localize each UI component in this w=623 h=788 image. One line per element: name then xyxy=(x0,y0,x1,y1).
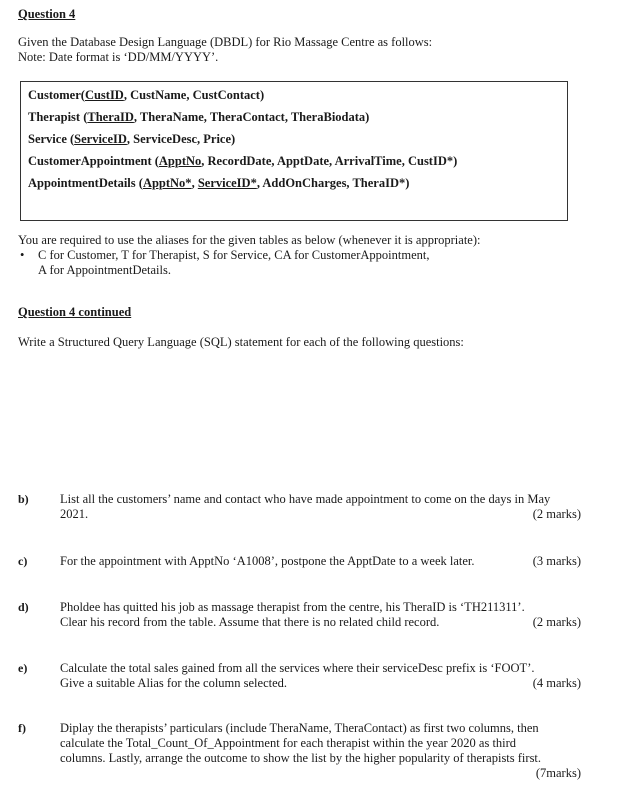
question-label-f: f) xyxy=(18,721,26,735)
schema-service: Service (ServiceID, ServiceDesc, Price) xyxy=(28,132,236,146)
intro-text xyxy=(18,35,432,65)
question-c: For the appointment with ApptNo ‘A1008’, postpone the ApptDate to a week later. (3 marks) xyxy=(60,554,581,568)
primary-key: ApptNo xyxy=(158,154,202,168)
question-title: Question 4 xyxy=(18,7,76,21)
question-label-d: d) xyxy=(18,600,29,614)
question-d: Pholdee has quitted his job as massage therapist from the centre, his TheraID is ‘TH211311’. Clear his record from the table. Assume that there is no related child record. (2 marks) xyxy=(60,600,581,629)
question-label-c: c) xyxy=(18,554,28,568)
question-e: Calculate the total sales gained from all the services where their serviceDesc prefix is ‘FOOT’. Give a suitable Alias for the column selected. (4 marks) xyxy=(60,661,581,690)
intro-line-1: Given the Database Design Language (DBDL) for Rio Massage Centre as follows: xyxy=(18,35,433,49)
continued-instruction: Write a Structured Query Language (SQL) statement for each of the following questions: xyxy=(18,335,464,349)
marks-c: (3 marks) xyxy=(532,554,581,568)
schema-appointment-details: AppointmentDetails (ApptNo*, ServiceID*, AddOnCharges, TheraID*) xyxy=(28,176,410,190)
marks-e: (4 marks) xyxy=(532,676,581,690)
primary-key: ServiceID* xyxy=(197,176,257,190)
continued-title: Question 4 continued xyxy=(18,305,132,319)
primary-key: TheraID xyxy=(87,110,134,124)
dbdl-schema-box xyxy=(20,81,568,221)
marks-f: (7marks) xyxy=(535,766,581,780)
marks-b: (2 marks) xyxy=(532,507,581,521)
schema-therapist: Therapist (TheraID, TheraName, TheraContact, TheraBiodata) xyxy=(28,110,370,124)
alias-line-1: C for Customer, T for Therapist, S for Service, CA for CustomerAppointment, xyxy=(38,248,430,262)
question-b: List all the customers’ name and contact who have made appointment to come on the days in May 2021. (2 marks) xyxy=(60,492,581,521)
question-label-b: b) xyxy=(18,492,29,506)
schema-customer-appointment: CustomerAppointment (ApptNo, RecordDate, ApptDate, ArrivalTime, CustID*) xyxy=(28,154,458,168)
primary-key: ApptNo* xyxy=(142,176,192,190)
primary-key: CustID xyxy=(84,88,124,102)
schema-customer: Customer(CustID, CustName, CustContact) xyxy=(28,88,265,102)
bullet-icon: • xyxy=(20,248,25,262)
intro-line-2: Note: Date format is ‘DD/MM/YYYY’. xyxy=(18,50,219,64)
question-f: Diplay the therapists’ particulars (include TheraName, TheraContact) as first two columns, then calculate the Total_Count_Of_Appointment for each therapist within the year 2020 as third columns. Lastly, arrange the outcome to show the list by the higher popularity of therapists first. (7marks) xyxy=(60,721,581,780)
alias-instruction: You are required to use the aliases for the given tables as below (whenever it is appropriate): xyxy=(18,233,481,247)
question-label-e: e) xyxy=(18,661,28,675)
marks-d: (2 marks) xyxy=(532,615,581,629)
primary-key: ServiceID xyxy=(74,132,127,146)
alias-line-2: A for AppointmentDetails. xyxy=(38,263,171,277)
